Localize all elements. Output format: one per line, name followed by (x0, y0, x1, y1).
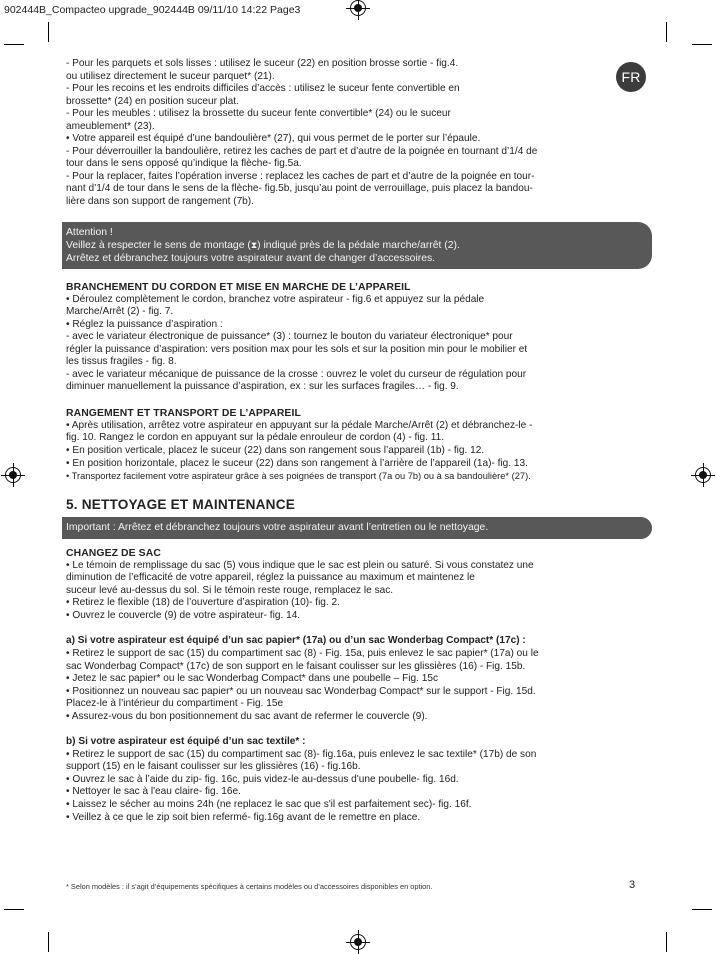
text-line: • Retirez le support de sac (15) du compartiment sac (8)- fig.16a, puis enlevez le sac textile* (17b) de son (66, 748, 537, 760)
section-heading: BRANCHEMENT DU CORDON ET MISE EN MARCHE DE L’APPAREIL (66, 281, 411, 293)
text-line: Placez-le à l’intérieur du compartiment - Fig. 15e (66, 698, 284, 710)
page-number: 3 (629, 879, 636, 891)
language-badge: FR (616, 62, 646, 92)
crop-mark (48, 932, 49, 952)
crop-mark (48, 22, 49, 42)
text-line: • Ouvrez le couvercle (9) de votre aspirateur- fig. 14. (66, 609, 301, 621)
text-line: diminution de l’efficacité de votre appareil, réglez la puissance au maximum et maintenez le (66, 572, 475, 584)
text-line: support (15) en le faisant coulisser sur les glissières (16) - fig.16b. (66, 761, 361, 773)
text-line: • Retirez le support de sac (15) du compartiment sac (8) - Fig. 15a, puis enlevez le sac papier* (17a) ou le (66, 647, 539, 659)
footnote: * Selon modèles : il s’agit d’équipements spécifiques à certains modèles ou d’accessoires disponibles en option. (66, 882, 433, 891)
text-line: - Pour déverrouiller la bandoulière, retirez les caches de part et d’autre de la poignée en tournant d’1/4 de (66, 145, 538, 157)
callout-line (66, 239, 644, 252)
text-line: - Pour la replacer, faites l’opération inverse : replacez les caches de part et d’autre de la poignée en tour- (66, 170, 535, 182)
text-line: • En position horizontale, placez le suceur (22) dans son rangement à l’arrière de l’appareil (1a)- fig. 13. (66, 457, 528, 469)
hourglass-icon: ⧗ (250, 239, 258, 250)
text-line: • Positionnez un nouveau sac papier* ou un nouveau sac Wonderbag Compact* sur le support - Fig. 15d. (66, 685, 536, 697)
callout-title: Attention ! (66, 226, 113, 238)
text-line: • Votre appareil est équipé d’une bandoulière* (27), qui vous permet de le porter sur l’épaule. (66, 133, 481, 145)
text-line: • Retirez le flexible (18) de l’ouverture d’aspiration (10)- fig. 2. (66, 597, 340, 609)
text-line: • En position verticale, placez le suceur (22) dans son rangement sous l’appareil (1b) - fig. 12. (66, 445, 485, 457)
text-line: sac Wonderbag Compact* (17c) de son support en le faisant coulisser sur les glissières (16) - Fig. 15b. (66, 660, 526, 672)
section-sac (66, 547, 650, 623)
text-line: • Après utilisation, arrêtez votre aspirateur en appuyant sur la pédale Marche/Arrêt (2) et débranchez-le - (66, 419, 533, 431)
crop-mark (692, 909, 712, 910)
text-line: • Réglez la puissance d’aspiration : (66, 318, 223, 330)
text-line: - Pour les parquets et sols lisses : utilisez le suceur (22) en position brosse sortie - fig.4. (66, 58, 459, 69)
text-line: • Déroulez complètement le cordon, branchez votre aspirateur - fig.6 et appuyez sur la pédale (66, 293, 485, 305)
callout-line: Important : Arrêtez et débranchez toujours votre aspirateur avant l’entretien ou le nettoyage. (66, 521, 489, 533)
section-sac-papier (66, 635, 650, 723)
text-line: suceur levé au-dessus du sol. Si le témoin reste rouge, remplacez le sac. (66, 584, 394, 596)
section-nettoyage (66, 496, 650, 539)
crop-mark (4, 909, 24, 910)
text-line: - avec le variateur électronique de puissance* (3) : tournez le bouton du variateur électronique* pour (66, 331, 513, 343)
text-line: • Jetez le sac papier* ou le sac Wonderbag Compact* dans une poubelle – Fig. 15c (66, 673, 438, 685)
text-line: • Le témoin de remplissage du sac (5) vous indique que le sac est plein ou saturé. Si vous constatez une (66, 559, 534, 571)
text-line: • Ouvrez le sac à l’aide du zip- fig. 16c, puis videz-le au-dessus d'une poubelle- fig. 16d. (66, 773, 459, 785)
text-line: régler la puissance d’aspiration: vers position max pour les sols et sur la position min pour le mobilier et (66, 343, 528, 355)
callout-line: Arrêtez et débranchez toujours votre aspirateur avant de changer d’accessoires. (66, 252, 436, 264)
registration-mark-icon (350, 0, 366, 16)
crop-mark (666, 932, 667, 952)
text-line: tour dans le sens opposé qu’indique la flèche- fig.5a. (66, 158, 302, 170)
callout-text: ) indiqué près de la pédale marche/arrêt (2). (257, 239, 460, 251)
text-line: • Assurez-vous du bon positionnement du sac avant de refermer le couvercle (9). (66, 710, 428, 722)
text-line: • Transportez facilement votre aspirateur grâce à ses poignées de transport (7a ou 7b) ou à sa bandoulière* (27). (66, 471, 531, 482)
print-header: 902444B_Compacteo upgrade_902444B 09/11/10 14:22 Page3 (4, 4, 301, 16)
registration-mark-icon (695, 467, 711, 483)
text-line: - Pour les recoins et les endroits difficiles d’accès : utilisez le suceur fente convertible en (66, 83, 460, 95)
chapter-heading: 5. NETTOYAGE ET MAINTENANCE (66, 496, 295, 512)
text-line: nant d’1/4 de tour dans le sens de la flèche- fig.5b, jusqu’au point de verrouillage, puis placez la bandou- (66, 183, 533, 195)
subsection-heading: a) Si votre aspirateur est équipé d’un sac papier* (17a) ou d’un sac Wonderbag Compact* (17c) : (66, 635, 526, 647)
text-line: diminuer manuellement la puissance d’aspiration, ex : sur les surfaces fragiles… - fig. 9. (66, 381, 459, 393)
text-line: les tissus fragiles - fig. 8. (66, 356, 177, 368)
subsection-heading: b) Si votre aspirateur est équipé d’un sac textile* : (66, 736, 306, 748)
text-line: fig. 10. Rangez le cordon en appuyant sur la pédale enrouleur de cordon (4) - fig. 11. (66, 432, 445, 444)
crop-mark (692, 44, 712, 45)
text-line: • Laissez le sécher au moins 24h (ne replacez le sac que s'il est parfaitement sec)- fig. 16f. (66, 798, 472, 810)
section-heading: RANGEMENT ET TRANSPORT DE L’APPAREIL (66, 407, 301, 419)
text-line: Marche/Arrêt (2) - fig. 7. (66, 306, 174, 318)
important-callout (62, 517, 652, 539)
crop-mark (666, 22, 667, 42)
text-line: lière dans son support de rangement (7b). (66, 196, 254, 208)
section-rangement (66, 407, 650, 483)
text-line: • Nettoyer le sac à l'eau claire- fig. 16e. (66, 786, 241, 798)
text-line: - avec le variateur mécanique de puissance de la crosse : ouvrez le volet du curseur de régulation pour (66, 368, 527, 380)
accessories-instructions (66, 58, 650, 209)
text-line: ou utilisez directement le suceur parquet* (21). (66, 70, 275, 82)
attention-callout (62, 222, 652, 269)
section-sac-textile (66, 736, 650, 824)
registration-mark-icon (350, 934, 366, 950)
text-line: brossette* (24) en position suceur plat. (66, 95, 239, 107)
section-branchement (66, 281, 650, 394)
text-line: - Pour les meubles : utilisez la brossette du suceur fente convertible* (24) ou le suceur (66, 108, 451, 120)
text-line: • Veillez à ce que le zip soit bien refermé- fig.16g avant de le remettre en place. (66, 811, 421, 823)
crop-mark (4, 44, 24, 45)
page-content (66, 58, 650, 824)
section-heading: CHANGEZ DE SAC (66, 547, 161, 559)
registration-mark-icon (5, 467, 21, 483)
text-line: ameublement* (23). (66, 120, 155, 132)
callout-text: Veillez à respecter le sens de montage ( (66, 239, 251, 251)
